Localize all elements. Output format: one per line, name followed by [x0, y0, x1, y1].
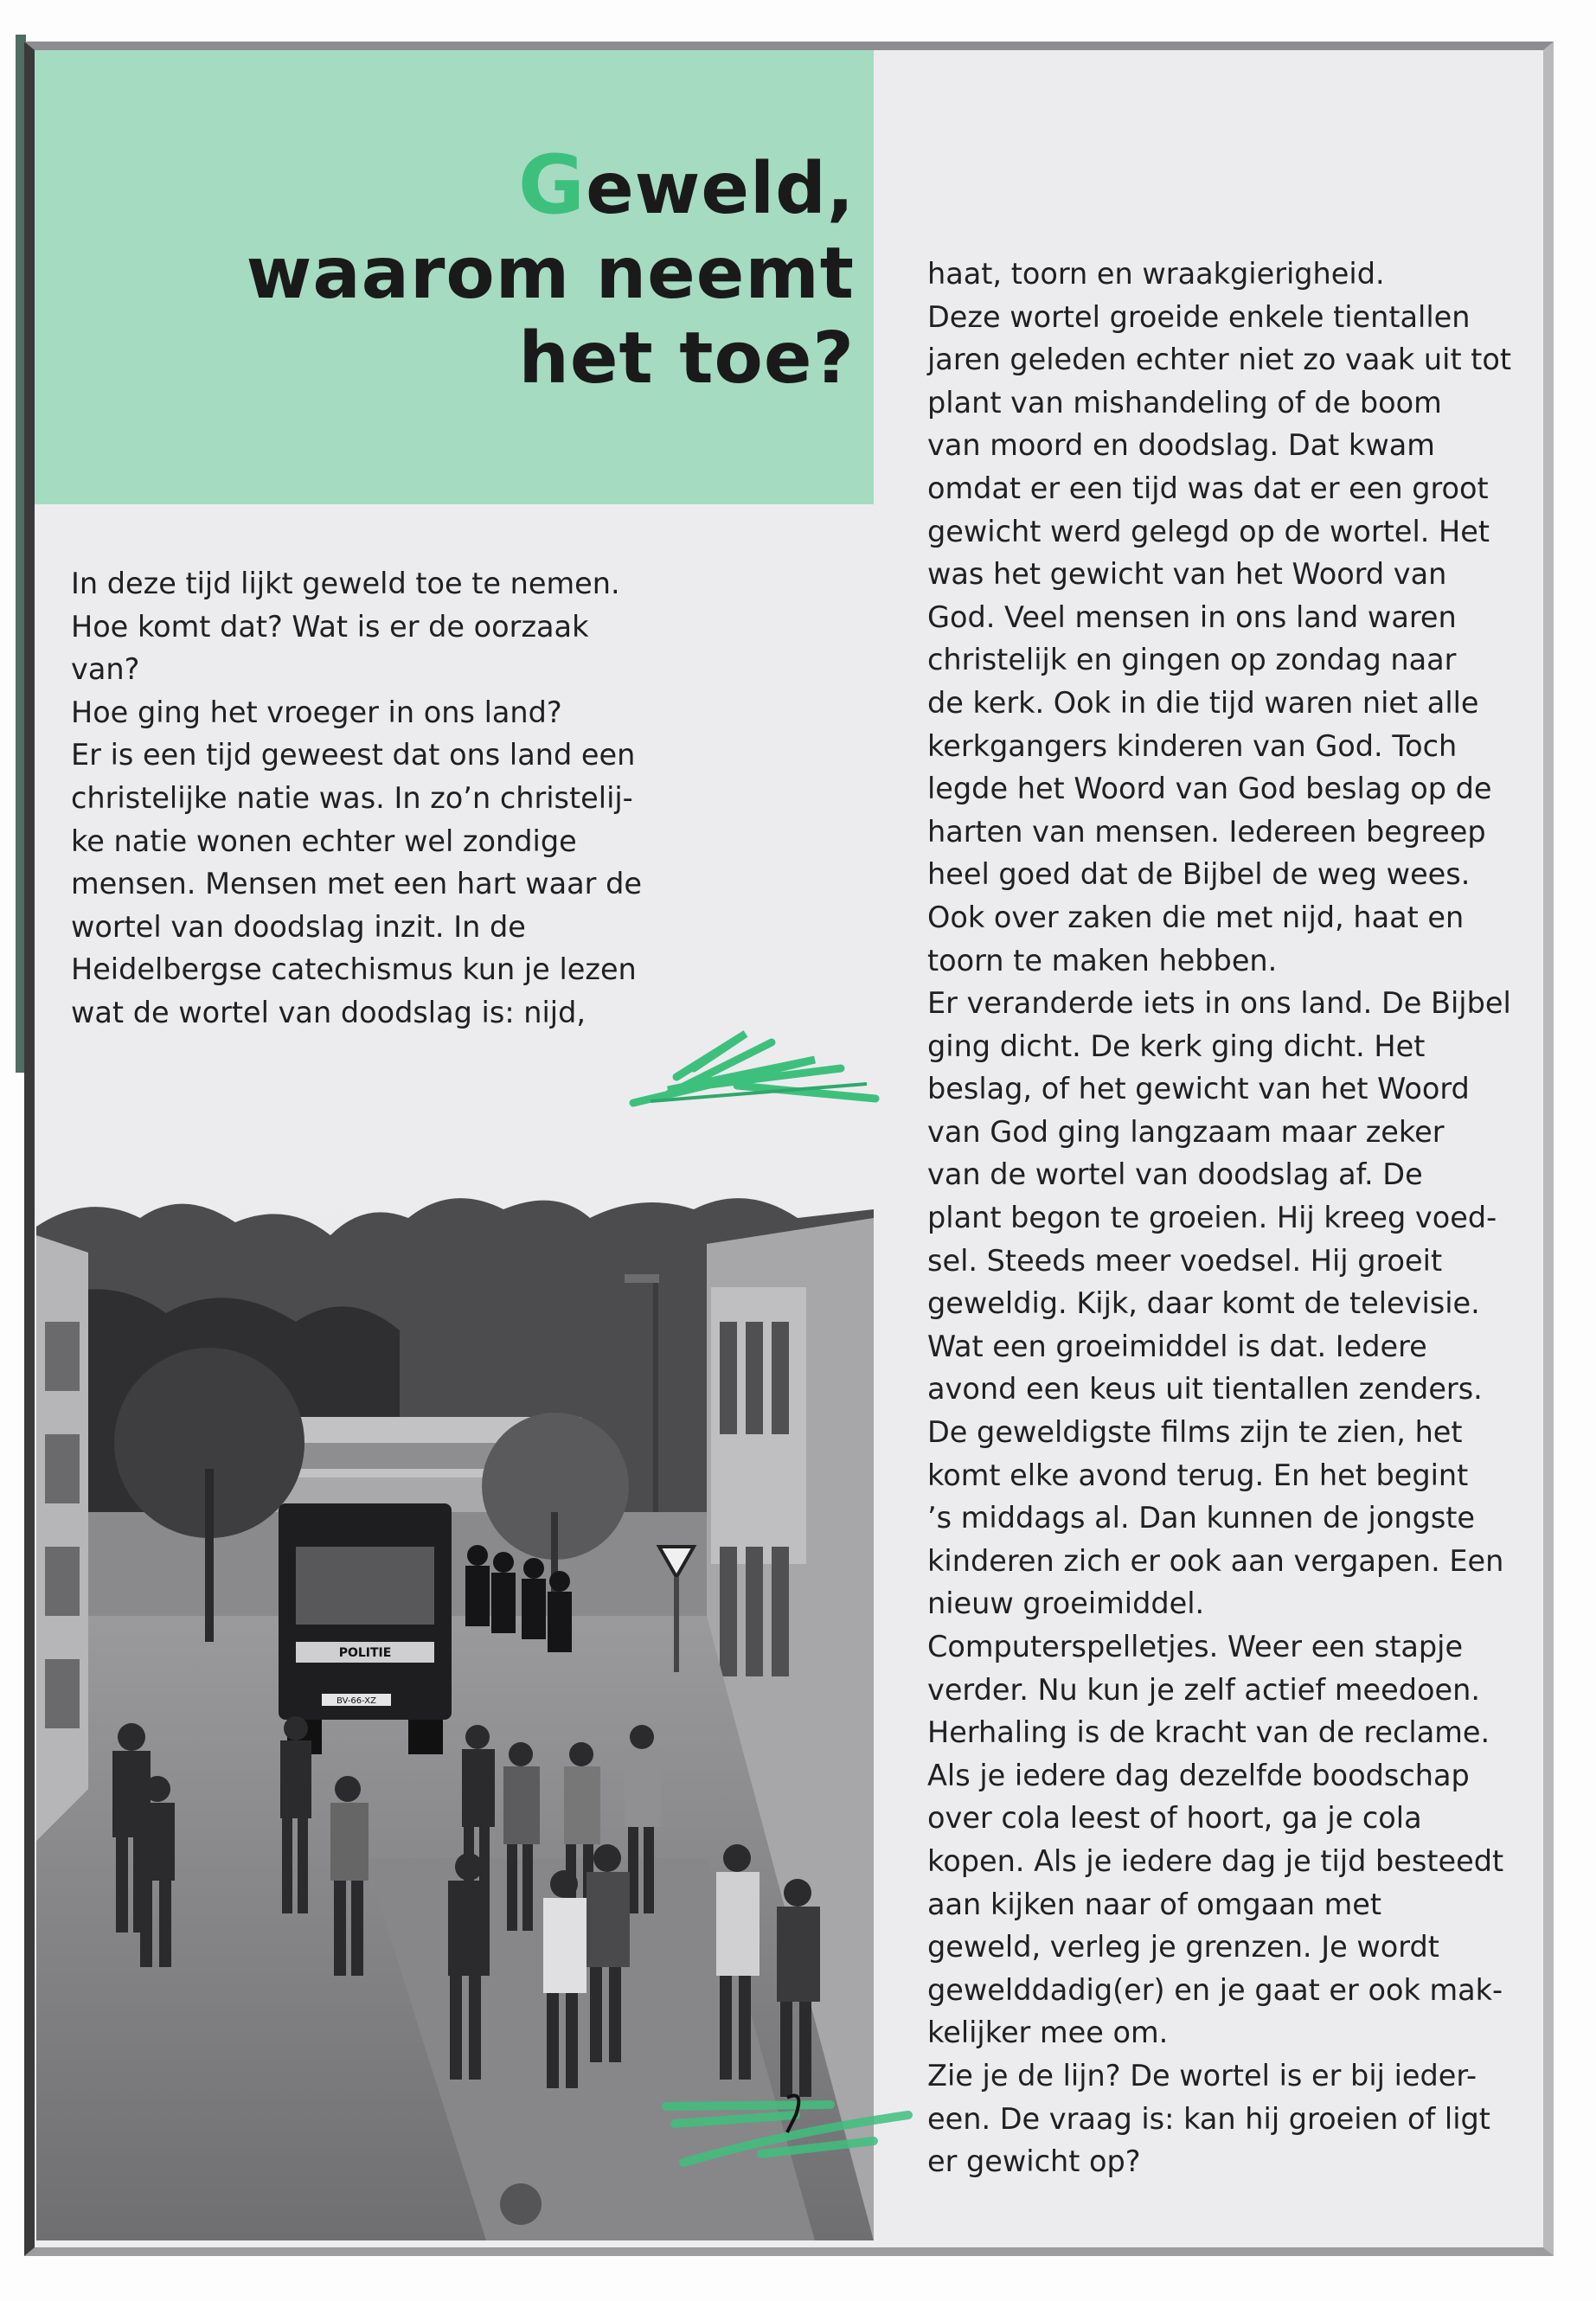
right-column-text: haat, toorn en wraakgierigheid. Deze wortel groeide enkele tientallen jaren geleden echter niet zo vaak uit tot plant van mishandeling of de boom van moord en doodslag. Dat kwam omdat er een tijd was dat er een groot gewicht werd gelegd op de wortel. Het was het gewicht van het Woord van God. Veel mensen in ons land waren christelijk en gingen op zondag naar de kerk. Ook in die tijd waren niet alle kerkgangers kinderen van God. Toch legde het Woord van God beslag op de harten van mensen. Iedereen begreep heel goed dat de Bijbel de weg wees. Ook over zaken die met nijd, haat en toorn te maken hebben. Er veranderde iets in ons land. De Bijbel ging dicht. De kerk ging dicht. Het beslag, of het gewicht van het Woord van God ging langzaam maar zeker van de wortel van doodslag af. De plant begon te groeien. Hij kreeg voed- sel. Steeds meer voedsel. Hij groeit geweldig. Kijk, daar komt de televisie. Wat een groeimiddel is dat. Iedere avond een keus uit tientallen zenders. De geweldigste films zijn te zien, het komt elke avond terug. En het begint ’s middags al. Dan kunnen de jongste kinderen zich er ook aan vergapen. Een nieuw groeimiddel. Computerspelletjes. Weer een stapje verder. Nu kun je zelf actief meedoen. Herhaling is de kracht van de reclame. Als je iedere dag dezelfde boodschap over cola leest of hoort, ga je cola kopen. Als je iedere dag je tijd besteedt aan kijken naar of omgaan met geweld, verleg je grenzen. Je wordt gewelddadig(er) en je gaat er ook mak- kelijker mee om. Zie je de lijn? De wortel is er bij ieder- een. De vraag is: kan hij groeien of ligt er gewicht op?: [927, 257, 1512, 2179]
title-line-1: eweld,: [586, 148, 855, 230]
van-label: POLITIE: [338, 1646, 392, 1660]
title-line-2: waarom neemt: [246, 233, 855, 315]
van-plate: BV-66-XZ: [337, 1696, 376, 1706]
title-line-3: het toe?: [518, 317, 855, 400]
title-panel: [35, 50, 874, 504]
left-column-text: In deze tijd lijkt geweld toe te nemen. Hoe komt dat? Wat is er de oorzaak van? Hoe ging het vroeger in ons land? Er is een tijd geweest dat ons land een christelijke natie was. In zo’n christelij- ke natie wonen echter wel zondige mensen. Mensen met een hart waar de wortel van doodslag inzit. In de Heidelbergse catechismus kun je lezen wat de wortel van doodslag is: nijd,: [71, 567, 642, 1029]
police-van: [279, 1503, 452, 1754]
green-scribble-mark: [616, 1008, 893, 1112]
article-title: [246, 138, 855, 401]
green-scribble-bottom: [657, 2080, 917, 2176]
title-initial: G: [517, 138, 586, 233]
